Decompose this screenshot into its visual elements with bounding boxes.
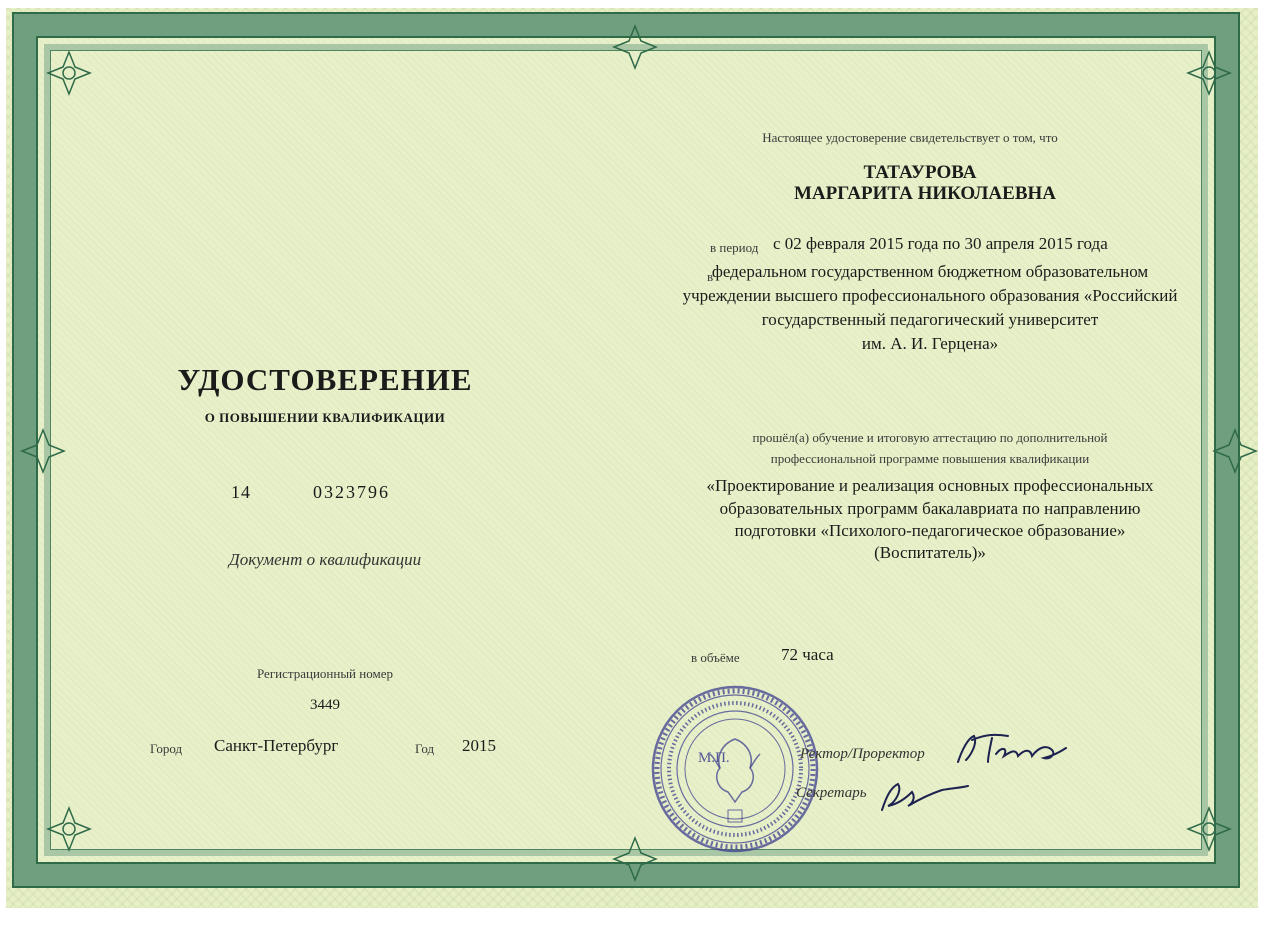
official-seal-icon (650, 684, 820, 854)
certificate-number: 0323796 (313, 482, 390, 502)
rector-label: Ректор/Проректор (800, 746, 925, 762)
year-value: 2015 (462, 736, 496, 755)
program-line: образовательных программ бакалавриата по направлению (719, 499, 1141, 518)
city-value: Санкт-Петербург (214, 736, 339, 755)
registration-number: 3449 (310, 697, 340, 713)
certificate-series: 14 (231, 482, 251, 502)
registration-label: Регистрационный номер (257, 666, 393, 681)
institution-line: государственный педагогический университет (761, 310, 1099, 329)
holder-given-names: МАРГАРИТА НИКОЛАЕВНА (793, 183, 1056, 204)
rector-signature-icon (952, 726, 1072, 770)
city-label: Город (150, 741, 183, 756)
passed-line: прошёл(а) обучение и итоговую аттестацию по дополнительной (752, 430, 1108, 445)
institution-line: им. А. И. Герцена» (861, 334, 999, 353)
certificate-title: УДОСТОВЕРЕНИЕ (177, 362, 473, 397)
passed-line: профессиональной программе повышения квалификации (770, 451, 1090, 466)
holder-surname: ТАТАУРОВА (863, 162, 977, 183)
volume-value: 72 часа (781, 645, 834, 664)
period-value: с 02 февраля 2015 года по 30 апреля 2015 года (773, 234, 1108, 253)
corner-rosette-icon (1186, 806, 1232, 852)
corner-rosette-icon (46, 806, 92, 852)
secretary-label: Секретарь (796, 785, 867, 801)
certificate-subtitle: О ПОВЫШЕНИИ КВАЛИФИКАЦИИ (204, 410, 446, 425)
program-line: подготовки «Психолого-педагогическое образование» (734, 521, 1126, 540)
period-label: в период (710, 240, 759, 255)
year-label: Год (415, 741, 435, 756)
side-rosette-icon (20, 428, 66, 474)
secretary-signature-icon (872, 776, 972, 816)
program-line: (Воспитатель)» (874, 543, 986, 562)
institution-line: учреждении высшего профессионального образования «Российский (682, 286, 1178, 305)
document-type: Документ о квалификации (228, 550, 422, 569)
volume-label: в объёме (691, 650, 740, 665)
side-rosette-icon (612, 24, 658, 70)
institution-prefix: в (707, 269, 714, 284)
intro-text: Настоящее удостоверение свидетельствует о том, что (762, 130, 1058, 145)
corner-rosette-icon (1186, 50, 1232, 96)
side-rosette-icon (1212, 428, 1258, 474)
seal-mark: М.П. (698, 750, 730, 766)
program-line: «Проектирование и реализация основных профессиональных (706, 476, 1154, 495)
institution-line: федеральном государственном бюджетном образовательном (711, 262, 1149, 281)
corner-rosette-icon (46, 50, 92, 96)
